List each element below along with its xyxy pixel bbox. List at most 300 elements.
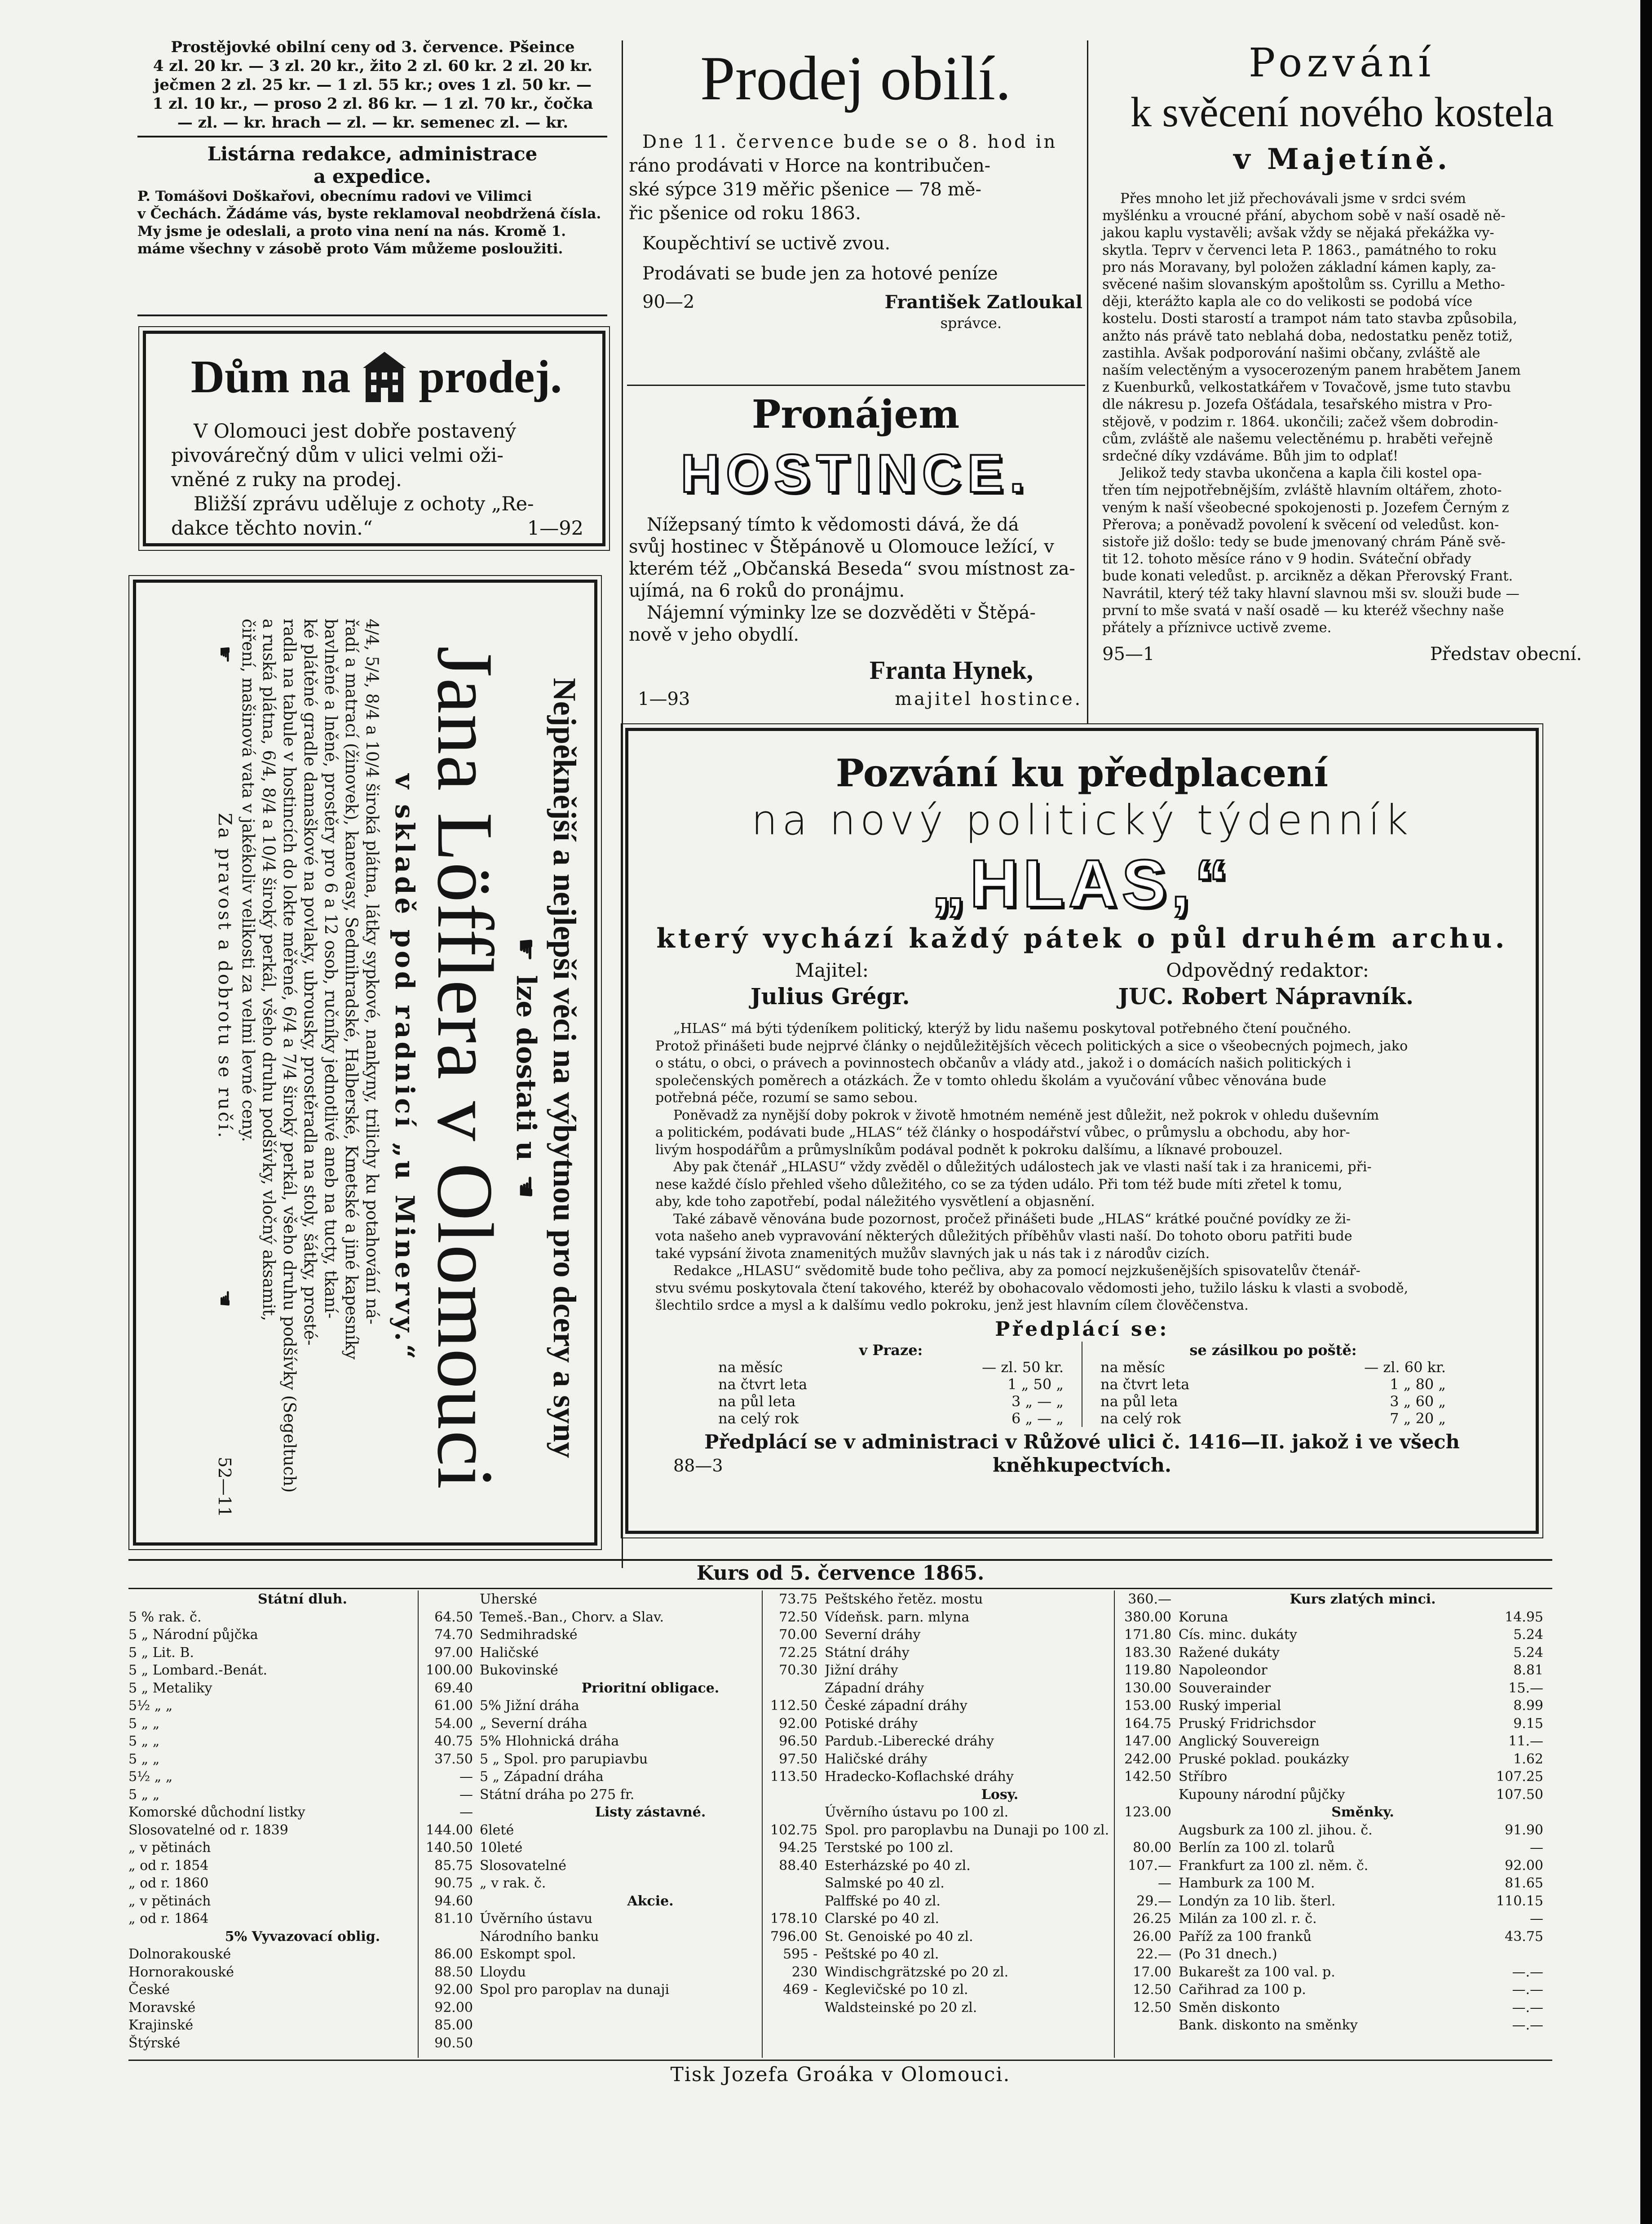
page-edge <box>1640 0 1652 2224</box>
text-line: Bližší zprávu uděluje z ochoty „Re- <box>194 493 534 515</box>
exchange-row <box>480 1644 821 1662</box>
exchange-row <box>128 1644 477 1662</box>
exchange-label: Cís. minc. dukáty <box>1179 1627 1297 1643</box>
exchange-row <box>1179 1661 1547 1679</box>
exchange-label: 5 „ Spol. pro parupiavbu <box>480 1751 648 1767</box>
exchange-row <box>1179 1928 1547 1946</box>
exchange-value: 88.50 <box>434 1964 473 1980</box>
exchange-label: Waldsteinské po 20 zl. <box>825 1999 977 2016</box>
exchange-row <box>480 1590 821 1608</box>
exchange-label: Napoleondor <box>1179 1662 1268 1678</box>
exchange-label: 5 „ Lombard.-Benát. <box>128 1662 268 1678</box>
exchange-value: 144.00 <box>426 1822 473 1838</box>
exchange-section-heading <box>480 1892 821 1910</box>
exchange-value: 29.— <box>1136 1893 1171 1909</box>
exchange-label: Štýrské <box>128 2035 181 2051</box>
ad-number: 52—11 <box>215 1457 234 1517</box>
exchange-value: 85.00 <box>434 2017 473 2033</box>
exchange-value: 140.50 <box>426 1840 473 1856</box>
exchange-value: 85.75 <box>434 1857 473 1874</box>
exchange-row <box>128 1999 477 2017</box>
grain-prices-line: Prostějovké obilní ceny od 3. července. Pšeince <box>171 38 575 56</box>
exchange-value: 54.00 <box>434 1715 473 1732</box>
inn-lease-notice <box>629 390 1082 710</box>
exchange-label: Salmské po 40 zl. <box>825 1875 945 1891</box>
text-line: ské sýpce 319 měřic pšenice — 78 mě- <box>629 179 981 200</box>
exchange-section-heading <box>128 1590 477 1608</box>
exchange-label: Frankfurt za 100 zl. něm. č. <box>1179 1857 1369 1874</box>
exchange-value: 70.00 <box>779 1627 817 1643</box>
pointing-hand-icon: ☛ <box>510 937 542 962</box>
exchange-label: 5 „ „ <box>128 1751 160 1767</box>
exchange-label: 5 „ Západní dráha <box>480 1769 604 1785</box>
text-line: pivovárečný dům v ulici velmi oži- <box>171 444 504 467</box>
exchange-row <box>825 1963 1175 1981</box>
exchange-value: 43.75 <box>1505 1928 1543 1945</box>
pricing-post <box>1082 1342 1446 1427</box>
exchange-row <box>480 1608 821 1626</box>
exchange-row <box>1179 1768 1547 1786</box>
exchange-row <box>128 1892 477 1910</box>
exchange-label: St. Genoiské po 40 zl. <box>825 1928 973 1945</box>
price-row <box>718 1359 1064 1376</box>
exchange-heading-text: Směnky. <box>1331 1804 1394 1820</box>
exchange-column-obligations <box>480 1590 821 1999</box>
text-line: tit 12. tohoto měsíce ráno v 9 hodin. Sváteční obřady <box>1102 551 1471 567</box>
exchange-row <box>825 1910 1175 1928</box>
exchange-value: 360.— <box>1128 1591 1171 1607</box>
exchange-value: 74.70 <box>434 1627 473 1643</box>
exchange-row <box>128 1945 477 1963</box>
ad-subheadline: který vychází každý pátek o půl druhém archu. <box>656 923 1508 954</box>
exchange-label: 5½ „ „ <box>128 1769 173 1785</box>
exchange-row <box>480 1963 821 1981</box>
exchange-value: 5.24 <box>1513 1644 1543 1661</box>
exchange-value: 11.— <box>1508 1733 1543 1749</box>
text-line: potřebná péče, rozumí se samo sebou. <box>655 1090 918 1106</box>
exchange-section-heading <box>1179 1803 1547 1821</box>
exchange-label: 5% Hlohnická dráha <box>480 1733 619 1749</box>
text-line: Prodávati se bude jen za hotové peníze <box>642 263 998 284</box>
exchange-label: Peštské po 40 zl. <box>825 1946 939 1962</box>
ad-subheadline-text: lze dostati u <box>510 975 542 1161</box>
text-line: šlechtilo srdce a mysl a k dalšímu vedlo pokroku, jenž jest hlavním cílem člověčenstva. <box>655 1298 1249 1313</box>
exchange-row <box>825 1981 1175 1999</box>
exchange-row <box>128 2034 477 2052</box>
exchange-row <box>1179 1626 1547 1644</box>
exchange-value: 100.00 <box>426 1662 473 1678</box>
exchange-label: Eskompt spol. <box>480 1946 576 1962</box>
exchange-value: 80.00 <box>1133 1840 1171 1856</box>
text-line: třen tím nejpotřebnějším, zvláště hlavním oltářem, zhoto- <box>1102 483 1502 499</box>
column-rule <box>762 1590 763 2058</box>
exchange-label: Temeš.-Ban., Chorv. a Slav. <box>480 1609 664 1625</box>
exchange-label: Paříž za 100 franků <box>1179 1928 1312 1945</box>
text-line: Nížepsaný tímto k vědomosti dává, že dá <box>647 514 1019 535</box>
text-line: vota našeho aneb vypravování některých důležitých příběhův vlasti naší. Do tohoto oboru patřiti bude <box>655 1228 1352 1244</box>
exchange-value: — <box>459 1769 473 1785</box>
exchange-value: 17.00 <box>1133 1964 1171 1980</box>
exchange-label: Milán za 100 zl. r. č. <box>1179 1911 1317 1927</box>
price-row <box>718 1410 1064 1427</box>
exchange-label: Haličské <box>480 1644 539 1661</box>
exchange-row <box>825 1892 1175 1910</box>
text-line: Protož přinášeti bude nejprvé články o nejdůležitějších věcech politických a sice o všeobecných pojmech, jako <box>655 1038 1408 1054</box>
text-line: „HLAS“ má býti týdeníkem politický, kterýž by lidu našemu poskytoval potřebného čtení poučného. <box>673 1021 1352 1037</box>
price-row <box>1100 1410 1446 1427</box>
exchange-row <box>1179 1715 1547 1733</box>
exchange-label: Peštského řetěz. mostu <box>825 1591 983 1607</box>
exchange-label: Bank. diskonto na směnky <box>1179 2017 1358 2033</box>
exchange-label: Hradecko-Koflachské dráhy <box>825 1769 1014 1785</box>
exchange-section-heading <box>825 1786 1175 1804</box>
exchange-value: —.— <box>1512 1999 1543 2016</box>
divider <box>627 385 1085 386</box>
text-line: první to mše svatá v naší osadě — ku kteréž všechny naše <box>1102 603 1504 619</box>
exchange-label: Cařihrad za 100 p. <box>1179 1982 1306 1998</box>
grain-prices <box>135 38 611 132</box>
exchange-row <box>825 1750 1175 1768</box>
price-row <box>718 1393 1064 1410</box>
exchange-row <box>1179 1608 1547 1626</box>
exchange-label: „ od r. 1864 <box>128 1911 209 1927</box>
exchange-heading-text: Akcie. <box>627 1893 674 1909</box>
signer-name: Franta Hynek, <box>869 656 1033 685</box>
exchange-section-heading <box>128 1928 477 1946</box>
exchange-value: 153.00 <box>1124 1698 1171 1714</box>
exchange-label: Slosovatelné od r. 1839 <box>128 1822 288 1838</box>
text-line: Poněvadž za nynější doby pokrok v životě hmotném neméně jest důležit, než pokrok v ohledu duševním <box>673 1107 1379 1123</box>
exchange-label: Krajinské <box>128 2017 194 2033</box>
ad-content <box>646 751 1518 1477</box>
exchange-label: Augsburk za 100 zl. jihou. č. <box>1179 1822 1373 1838</box>
exchange-label: „ Severní dráha <box>480 1715 587 1732</box>
text-line: vněné z ruky na prodej. <box>171 469 402 491</box>
exchange-row <box>825 1732 1175 1750</box>
exchange-heading-text: 5% Vyvazovací oblig. <box>225 1928 380 1945</box>
notice-title: Prodej obilí. <box>700 44 1012 113</box>
exchange-row <box>1179 2016 1547 2034</box>
exchange-heading-text: Kurs zlatých minci. <box>1290 1591 1436 1607</box>
exchange-column-coins <box>1179 1590 1547 2034</box>
exchange-row <box>128 1750 477 1768</box>
exchange-value: 107.25 <box>1496 1769 1543 1785</box>
exchange-label: Kupouny národní půjčky <box>1179 1786 1345 1803</box>
text-line: Navrátil, který též taky hlavní slavnou mši sv. slouži bude — <box>1102 585 1519 602</box>
editor-letters <box>137 143 607 258</box>
exchange-value: 147.00 <box>1124 1733 1171 1749</box>
pricing-prague <box>718 1342 1082 1427</box>
exchange-label: Palffské po 40 zl. <box>825 1893 941 1909</box>
text-line: čiření, mašinová vata v jakékoliv velikosti za velmi levné ceny. <box>239 619 258 1142</box>
grain-prices-line: — zl. — kr. hrach — zl. — kr. semenec zl. — kr. <box>177 114 569 132</box>
price-period: na měsíc <box>1100 1358 1165 1376</box>
exchange-label: „ v rak. č. <box>480 1875 546 1891</box>
exchange-label: 5½ „ „ <box>128 1698 173 1714</box>
exchange-value: 92.00 <box>434 1982 473 1998</box>
exchange-label: Severní dráhy <box>825 1627 921 1643</box>
subscription-info: kněhkupectvích. <box>993 1454 1171 1477</box>
exchange-row <box>480 1821 821 1839</box>
exchange-row <box>825 1945 1175 1963</box>
exchange-value: 40.75 <box>434 1733 473 1749</box>
text-line: v Čechách. Žádáme vás, byste reklamoval neobdržená čísla. <box>137 206 601 222</box>
ad-headline: Pozvání ku předplacení <box>835 751 1329 795</box>
store-location: v skladě pod radnicí „u Minervy.“ <box>389 774 420 1362</box>
house-for-sale-ad <box>143 331 605 546</box>
exchange-row <box>128 1910 477 1928</box>
exchange-label: České <box>128 1982 170 1998</box>
exchange-value: 8.81 <box>1513 1662 1543 1678</box>
text-line: také vypsání života znamenitých mužův slavných jak u nás tak i z národův cizích. <box>655 1245 1210 1262</box>
exchange-row <box>825 1715 1175 1733</box>
exchange-label: Hamburk za 100 M. <box>1179 1875 1315 1891</box>
exchange-label: Souverainder <box>1179 1680 1271 1696</box>
exchange-label: Vídeňsk. parn. mlyna <box>825 1609 970 1625</box>
exchange-label: Koruna <box>1179 1609 1228 1625</box>
price-period: na celý rok <box>718 1409 799 1427</box>
exchange-value: 72.25 <box>779 1644 817 1661</box>
signer-role: majitel hostince. <box>895 689 1082 709</box>
printer-imprint: Tisk Jozefa Groáka v Olomouci. <box>670 2063 1011 2086</box>
exchange-row <box>1179 1786 1547 1804</box>
exchange-label: Sedmihradské <box>480 1627 578 1643</box>
subscription-info: Předplácí se v administraci v Růžové ulici č. 1416—II. jakož i ve všech <box>704 1431 1460 1453</box>
notice-body <box>629 130 1082 332</box>
exchange-row <box>1179 1999 1547 2017</box>
text-line: veným k naší všeobecné spokojenosti p. Jozefem Černým z <box>1102 500 1509 516</box>
exchange-value: 112.50 <box>770 1698 817 1714</box>
exchange-title: Kurs od 5. července 1865. <box>696 1562 985 1585</box>
notice-title: Pozvání <box>1249 40 1436 86</box>
exchange-row <box>128 1715 477 1733</box>
exchange-label: Lloydu <box>480 1964 526 1980</box>
exchange-label: 5 „ „ <box>128 1786 160 1803</box>
text-line: máme všechny v zásobě proto Vám můžeme posloužiti. <box>137 241 563 257</box>
exchange-value: 15.— <box>1508 1680 1543 1696</box>
exchange-label: Národního banku <box>480 1928 599 1945</box>
exchange-value: 5.24 <box>1513 1627 1543 1643</box>
exchange-value: — <box>1530 1840 1543 1856</box>
text-line: bavlněné a lněné, prostěry pro 6 a 12 osob, ručníky jednotlivé aneb na tucty, tkaní- <box>321 619 340 1319</box>
exchange-label: 5 „ „ <box>128 1733 160 1749</box>
exchange-value: 796.00 <box>770 1928 817 1945</box>
exchange-value: 37.50 <box>434 1751 473 1767</box>
exchange-label: Úvěrního ústavu <box>480 1911 593 1927</box>
exchange-label: „ v pětinách <box>128 1893 211 1909</box>
exchange-row <box>1179 1732 1547 1750</box>
exchange-label: Úvěrního ústavu po 100 zl. <box>825 1804 1009 1820</box>
exchange-row <box>1179 1910 1547 1928</box>
text-line: Za pravost a dobrotu se ručí. <box>214 813 235 1140</box>
exchange-value: 97.00 <box>434 1644 473 1661</box>
exchange-value <box>1494 1945 1547 1963</box>
exchange-value <box>768 1786 821 1804</box>
exchange-row <box>480 1661 821 1679</box>
pointing-hand-icon: ☛ <box>213 1289 236 1307</box>
exchange-value: 242.00 <box>1124 1751 1171 1767</box>
exchange-label: Spol pro paroplav na dunaji <box>480 1982 670 1998</box>
exchange-row <box>128 1768 477 1786</box>
text-line: nese každé číslo přehled všeho důležitého, co se za týden událo. Při tom též bude míti zřetel k tomu, <box>655 1176 1343 1192</box>
exchange-value: 97.50 <box>779 1751 817 1767</box>
exchange-value: 110.15 <box>1496 1893 1543 1909</box>
text-line: naším velectěným a vysocerozeným panem hrabětem Janem <box>1102 363 1521 379</box>
exchange-value: 90.50 <box>434 2035 473 2051</box>
exchange-label: Bukovinské <box>480 1662 558 1678</box>
exchange-label: 6leté <box>480 1822 514 1838</box>
exchange-value: — <box>1530 1911 1543 1927</box>
exchange-row <box>128 1839 477 1857</box>
exchange-label: Jižní dráhy <box>825 1662 898 1678</box>
exchange-label: Esterházské po 40 zl. <box>825 1857 971 1874</box>
church-consecration-invitation <box>1095 40 1589 665</box>
exchange-label: Haličské dráhy <box>825 1751 928 1767</box>
text-line: aby, kde toho zapotřebí, podal náležitého vysvětlení a objasnění. <box>655 1194 1095 1209</box>
exchange-section-heading <box>480 1679 821 1697</box>
exchange-value: 92.00 <box>1505 1857 1543 1874</box>
text-line: zastihla. Avšak podporování našimi občany, zvláště ale <box>1102 345 1480 361</box>
text-line: myšlénku a vroucné přání, abychom sobě v naší osadě ně- <box>1102 208 1506 224</box>
text-line: cům, zvláště ale našemu velectěnému p. hraběti veřejně <box>1102 431 1493 447</box>
ad-body <box>214 610 387 1526</box>
text-line: bude konati veledůst. p. arcikněz a děkan Přerovský Frant. <box>1102 568 1513 585</box>
text-line: radla na tabule v hostincích do lokte měřené, 6/4 a 7/4 široký perkál, všeho druhu podšívky (Segeltuch) <box>280 619 299 1493</box>
notice-body <box>629 514 1082 710</box>
price-period: na půl leta <box>1100 1392 1178 1410</box>
exchange-value: 183.30 <box>1124 1644 1171 1661</box>
exchange-row <box>1179 1874 1547 1892</box>
owner-name: Julius Grégr. <box>750 983 910 1010</box>
text-line: kterém též „Občanská Beseda“ svou místnost za- <box>629 558 1075 579</box>
exchange-value: 94.60 <box>434 1893 473 1909</box>
price-amount: — zl. 60 kr. <box>1364 1358 1446 1376</box>
price-amount: 3 „ — „ <box>1011 1392 1064 1410</box>
pricing-tables <box>646 1342 1518 1427</box>
text-line: anžto nás právě tato neblahá doba, nedostatku peněz totiž, <box>1102 328 1513 344</box>
owner-label: Majitel: <box>795 959 869 981</box>
house-icon <box>362 350 407 404</box>
ad-title-part: prodej. <box>419 351 562 403</box>
divider <box>137 315 607 316</box>
text-line: přátely a příznivce uctivě zveme. <box>1102 620 1332 636</box>
exchange-row <box>128 1679 477 1697</box>
exchange-row <box>1179 1750 1547 1768</box>
exchange-column-shares <box>825 1590 1175 2016</box>
exchange-heading-text: Prioritní obligace. <box>581 1680 720 1696</box>
exchange-row <box>825 1821 1175 1839</box>
exchange-label: „ v pětinách <box>128 1840 211 1856</box>
exchange-row <box>825 1644 1175 1662</box>
price-period: na měsíc <box>718 1358 783 1376</box>
exchange-label: Státní dráha po 275 fr. <box>480 1786 635 1803</box>
signer-name: Představ obecní. <box>1430 644 1582 665</box>
price-row <box>718 1376 1064 1393</box>
exchange-value: 14.95 <box>1505 1609 1543 1625</box>
ad-number: 1—93 <box>638 689 690 709</box>
exchange-value: 113.50 <box>770 1769 817 1785</box>
exchange-row <box>480 1750 821 1768</box>
text-line: jakou kaplu vystavěli; avšak vždy se nějaká překážka vy- <box>1102 225 1494 241</box>
exchange-row <box>825 1874 1175 1892</box>
price-amount: 1 „ 50 „ <box>1007 1375 1064 1393</box>
text-line: z Kuenburků, velkostatkářem v Tovačově, jsme tuto stavbu <box>1102 380 1511 396</box>
exchange-row <box>480 1857 821 1875</box>
exchange-value: —.— <box>1512 1982 1543 1998</box>
exchange-row <box>480 1874 821 1892</box>
exchange-label: Státní dráhy <box>825 1644 910 1661</box>
exchange-row <box>480 1910 821 1928</box>
text-line: srdečné díky vzdáváme. Bůh jim to odplať! <box>1102 448 1399 465</box>
exchange-label: Clarské po 40 zl. <box>825 1911 940 1927</box>
exchange-row <box>480 1732 821 1750</box>
exchange-row <box>128 1981 477 1999</box>
staff-names <box>646 983 1518 1010</box>
grain-sale-notice <box>629 40 1082 332</box>
exchange-row <box>1179 1892 1547 1910</box>
pricing-heading: se zásilkou po poště: <box>1189 1341 1357 1359</box>
section-heading: a expedice. <box>314 165 431 187</box>
exchange-value: 9.15 <box>1513 1715 1543 1732</box>
text-line: Redakce „HLASU“ svědomitě bude toho pečliva, aby za pomocí nejzkušenějších spisovatelův čtenář- <box>673 1263 1360 1279</box>
column-rule <box>418 1590 419 2058</box>
text-line: Přes mnoho let již přechovávali jsme v srdci svém <box>1120 191 1466 207</box>
exchange-value: — <box>1158 1875 1171 1891</box>
exchange-row <box>128 1661 477 1679</box>
exchange-value: 88.40 <box>779 1857 817 1874</box>
exchange-row <box>825 1626 1175 1644</box>
exchange-row <box>825 1999 1175 2017</box>
exchange-value: 12.50 <box>1133 1999 1171 2016</box>
text-line: dakce těchto novin.“ <box>171 517 373 540</box>
text-line: a ruská plátna, 6/4, 8/4 a 10/4 široký perkál, všeho druhu podšívky, vločný aksamit, <box>259 619 278 1321</box>
loffler-store-ad <box>133 580 597 1546</box>
exchange-row <box>480 1697 821 1715</box>
hlas-subscription-ad <box>625 728 1539 1534</box>
exchange-label: Keglevičské po 10 zl. <box>825 1982 968 1998</box>
exchange-row <box>825 1590 1175 1608</box>
text-line: a politickém, podávati bude „HLAS“ též články o hospodářství vůbec, o průmyslu a obchodu, aby hor- <box>655 1125 1350 1140</box>
column-rule <box>622 40 623 1568</box>
exchange-value: 61.00 <box>434 1698 473 1714</box>
price-row <box>1100 1393 1446 1410</box>
exchange-row <box>128 1608 477 1626</box>
exchange-label: 5 „ Metaliky <box>128 1680 212 1696</box>
notice-title: k svěcení nového kostela <box>1130 89 1554 136</box>
text-line: Aby pak čtenář „HLASU“ vždy zvěděl o důležitých událostech jak ve vlasti naší tak i za hranicemi, při- <box>673 1159 1372 1175</box>
editor-name: JUC. Robert Nápravník. <box>1118 983 1414 1010</box>
text-line: Dne 11. července bude se o 8. hod in <box>642 132 1058 152</box>
exchange-row <box>128 1697 477 1715</box>
exchange-row <box>1179 1981 1547 1999</box>
text-line: ději, kterážto kapla ale co do velikosti se podobá více <box>1102 294 1473 310</box>
exchange-value <box>768 1874 821 1892</box>
exchange-value: 130.00 <box>1124 1680 1171 1696</box>
price-period: na půl leta <box>718 1392 796 1410</box>
exchange-row <box>480 1768 821 1786</box>
notice-title: Pronájem <box>751 392 960 437</box>
exchange-label: Ruský imperial <box>1179 1698 1281 1714</box>
exchange-row <box>480 1928 821 1946</box>
price-amount: 6 „ — „ <box>1011 1409 1064 1427</box>
exchange-label: Komorské důchodní listky <box>128 1804 305 1820</box>
exchange-row <box>128 1963 477 1981</box>
ad-title <box>168 350 585 404</box>
divider <box>137 136 607 137</box>
exchange-row <box>825 1928 1175 1946</box>
exchange-value: 164.75 <box>1124 1715 1171 1732</box>
exchange-row <box>480 1626 821 1644</box>
